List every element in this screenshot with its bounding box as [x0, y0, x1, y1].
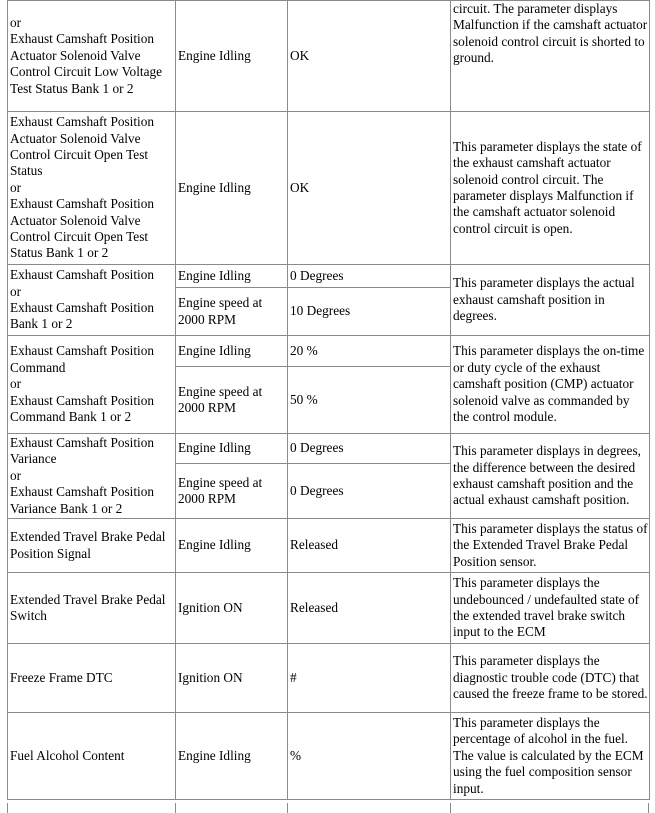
description-cell [451, 434, 650, 519]
typical-value-cell [288, 644, 451, 713]
parameter-name-cell [8, 519, 176, 573]
condition-cell [176, 519, 288, 573]
typical-value-cell [288, 573, 451, 644]
typical-value: 0 Degrees [290, 267, 344, 283]
description-cell [451, 713, 650, 800]
parameter-name: Exhaust Camshaft Position Variance or Exhaust Camshaft Position Variance Bank 1 or 2 [10, 434, 155, 516]
typical-value: OK [290, 47, 310, 63]
condition-cell [176, 336, 288, 367]
typical-value: Released [290, 537, 338, 553]
table-continuation [7, 803, 649, 813]
parameter-name: Exhaust Camshaft Position or Exhaust Camshaft Position Bank 1 or 2 [10, 267, 155, 332]
parameter-name: Extended Travel Brake Pedal Position Signal [10, 529, 166, 561]
description: This parameter displays the undebounced / undefaulted state of the extended travel brake switch input to the ECM [453, 575, 640, 640]
typical-value: 10 Degrees [290, 303, 351, 319]
typical-value-cell [288, 519, 451, 573]
description: This parameter displays the actual exhaust camshaft position in degrees. [453, 275, 635, 324]
description-cell [451, 112, 650, 265]
typical-value-cell [288, 434, 451, 464]
column-divider [450, 803, 451, 813]
condition: Engine speed at 2000 RPM [178, 474, 263, 506]
condition-cell [176, 713, 288, 800]
typical-value: 0 Degrees [290, 440, 344, 456]
parameter-name: Exhaust Camshaft Position Command or Exhaust Camshaft Position Command Bank 1 or 2 [10, 343, 155, 425]
parameter-name-cell [8, 573, 176, 644]
typical-value-cell [288, 713, 451, 800]
condition: Ignition ON [178, 669, 243, 685]
condition-cell [176, 464, 288, 519]
parameter-name-cell [8, 644, 176, 713]
condition: Engine Idling [178, 537, 251, 553]
table-row [8, 713, 650, 800]
description-cell [451, 519, 650, 573]
table-row [8, 112, 650, 265]
condition: Ignition ON [178, 599, 243, 615]
condition-cell [176, 112, 288, 265]
typical-value: 20 % [290, 342, 318, 358]
description-cell [451, 336, 650, 434]
parameter-name-cell [8, 1, 176, 112]
description: This parameter displays the percentage of alcohol in the fuel. The value is calculated by the ECM using the fuel composition sensor input. [453, 714, 644, 796]
description-cell [451, 644, 650, 713]
parameter-name: Freeze Frame DTC [10, 669, 113, 685]
table-row [8, 265, 650, 288]
condition: Engine Idling [178, 47, 251, 63]
condition-cell [176, 288, 288, 336]
table-row [8, 336, 650, 367]
typical-value-cell [288, 336, 451, 367]
typical-value: Released [290, 599, 338, 615]
condition: Engine speed at 2000 RPM [178, 295, 263, 327]
condition-cell [176, 367, 288, 434]
description: This parameter displays the status of the Extended Travel Brake Pedal Position sensor. [453, 520, 648, 569]
typical-value-cell [288, 112, 451, 265]
parameter-name: or Exhaust Camshaft Position Actuator Solenoid Valve Control Circuit Low Voltage Test Status Bank 1 or 2 [10, 14, 163, 96]
description-cell [451, 573, 650, 644]
condition-cell [176, 644, 288, 713]
condition: Engine Idling [178, 747, 251, 763]
scan-tool-parameter-table [7, 0, 650, 800]
table-row [8, 644, 650, 713]
typical-value-cell [288, 265, 451, 288]
parameter-name-cell [8, 112, 176, 265]
description: This parameter displays the diagnostic trouble code (DTC) that caused the freeze frame to be stored. [453, 653, 648, 702]
description-cell [451, 1, 650, 112]
condition: Engine Idling [178, 179, 251, 195]
condition-cell [176, 1, 288, 112]
typical-value: 50 % [290, 391, 318, 407]
description: This parameter displays the on-time or duty cycle of the exhaust camshaft position (CMP) actuator solenoid valve as commanded by the control module. [453, 343, 645, 425]
typical-value: % [290, 747, 302, 763]
condition-cell [176, 573, 288, 644]
typical-value: OK [290, 179, 310, 195]
typical-value-cell [288, 288, 451, 336]
condition: Engine Idling [178, 267, 251, 283]
condition-cell [176, 265, 288, 288]
condition: Engine speed at 2000 RPM [178, 383, 263, 415]
parameter-name: Extended Travel Brake Pedal Switch [10, 591, 166, 623]
parameter-name-cell [8, 434, 176, 519]
table-row [8, 519, 650, 573]
table-row [8, 434, 650, 464]
column-divider [287, 803, 288, 813]
typical-value: # [290, 669, 297, 685]
description-cell [451, 265, 650, 336]
table-row [8, 1, 650, 112]
table-row [8, 573, 650, 644]
description: circuit. The parameter displays Malfunction if the camshaft actuator solenoid control circuit is shorted to ground. [453, 1, 648, 66]
parameter-name-cell [8, 713, 176, 800]
description: This parameter displays the state of the exhaust camshaft actuator solenoid control circuit. The parameter displays Malfunction if the camshaft actuator solenoid control circuit is open. [453, 138, 642, 236]
parameter-name-cell [8, 265, 176, 336]
condition: Engine Idling [178, 342, 251, 358]
condition-cell [176, 434, 288, 464]
parameter-name-cell [8, 336, 176, 434]
column-divider [175, 803, 176, 813]
typical-value-cell [288, 367, 451, 434]
parameter-name: Exhaust Camshaft Position Actuator Solenoid Valve Control Circuit Open Test Status or Exhaust Camshaft Position Actuator Solenoid Valve Control Circuit Open Test Status Bank 1 or 2 [10, 114, 155, 261]
typical-value-cell [288, 1, 451, 112]
parameter-name: Fuel Alcohol Content [10, 747, 125, 763]
typical-value: 0 Degrees [290, 482, 344, 498]
description: This parameter displays in degrees, the difference between the desired exhaust camshaft position and the actual exhaust camshaft position. [453, 443, 641, 508]
typical-value-cell [288, 464, 451, 519]
condition: Engine Idling [178, 440, 251, 456]
